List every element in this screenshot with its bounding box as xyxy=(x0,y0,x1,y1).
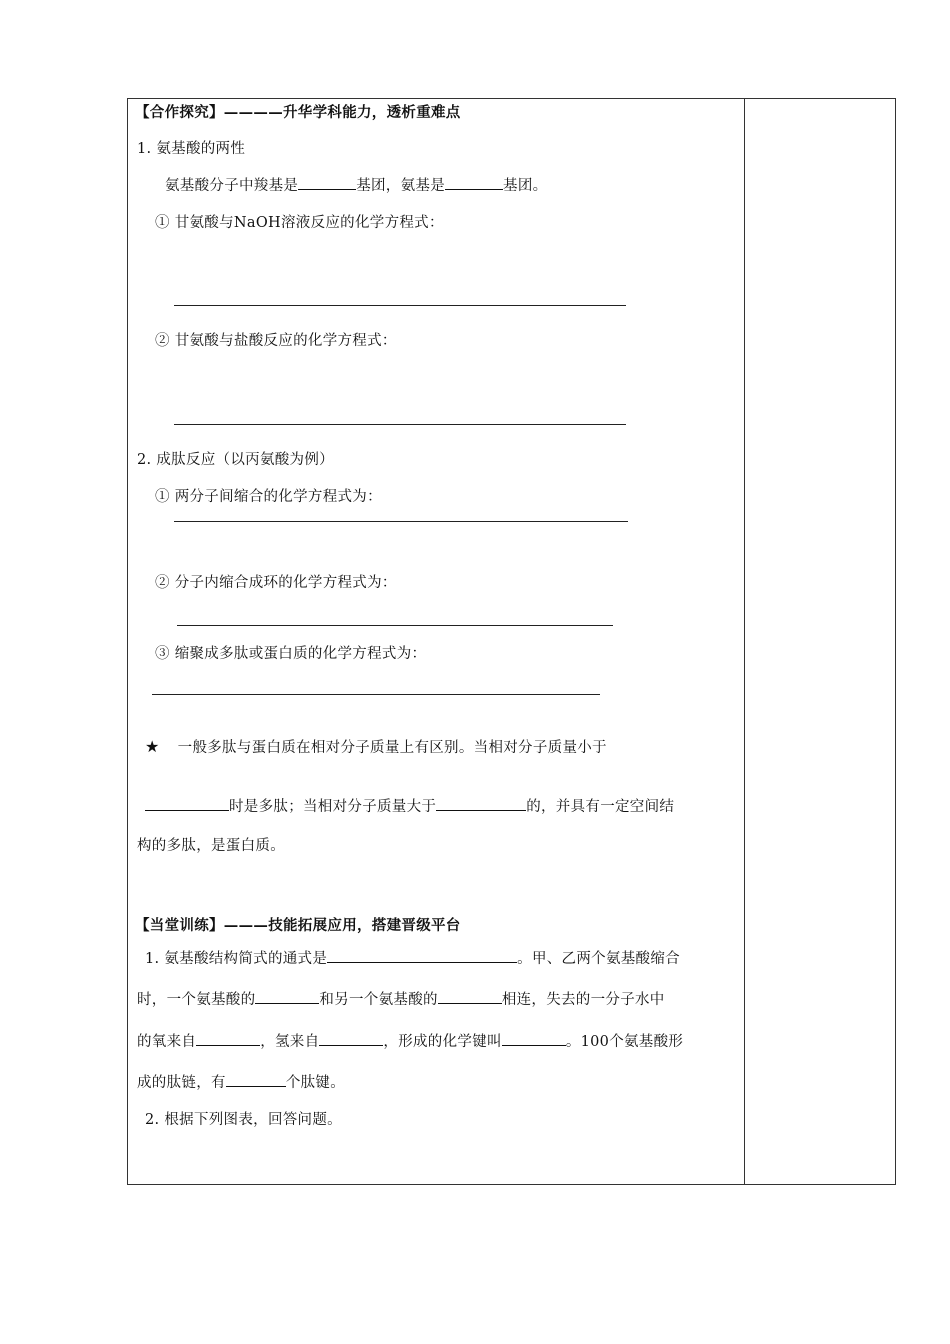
answer-line-ring[interactable] xyxy=(177,625,613,626)
item1-text-b: 基团，氨基是 xyxy=(356,178,446,194)
q1-line3-a: 的氧来自 xyxy=(137,1034,197,1050)
note-line2-b: 的，并具有一定空间结 xyxy=(526,799,675,815)
blank-group-b[interactable] xyxy=(438,989,502,1004)
star-icon: ★ xyxy=(145,737,160,756)
q1-line4-a: 成的肽链，有 xyxy=(137,1075,226,1091)
q1-line2-b: 和另一个氨基酸的 xyxy=(319,992,438,1008)
blank-carboxyl[interactable] xyxy=(298,175,356,190)
item1-text-c: 基团。 xyxy=(503,178,548,194)
blank-oxygen-source[interactable] xyxy=(196,1031,260,1046)
section-header-cooperative-inquiry: 【合作探究】————升华学科能力，透析重难点 xyxy=(135,104,461,121)
item2-title: 2. 成肽反应（以丙氨酸为例） xyxy=(137,452,334,468)
item2-sub2: ② 分子内缩合成环的化学方程式为： xyxy=(155,575,397,591)
note-line2 xyxy=(145,796,674,817)
blank-group-a[interactable] xyxy=(255,989,319,1004)
answer-line-two-molecules[interactable] xyxy=(174,521,628,522)
item1-sub1: ① 甘氨酸与NaOH溶液反应的化学方程式： xyxy=(155,215,444,231)
q1-line3-b: ，氢来自 xyxy=(260,1034,320,1050)
note-line3: 构的多肽，是蛋白质。 xyxy=(137,838,285,854)
answer-line-naoh[interactable] xyxy=(174,305,626,306)
item1-title: 1. 氨基酸的两性 xyxy=(137,141,246,157)
blank-bond-name[interactable] xyxy=(502,1031,566,1046)
q1-line3-d: 。100个氨基酸形 xyxy=(565,1034,684,1050)
item2-sub1: ① 两分子间缩合的化学方程式为： xyxy=(155,489,382,505)
q1-line2 xyxy=(137,989,665,1010)
blank-general-formula[interactable] xyxy=(327,948,517,963)
q1-line4-b: 个肽键。 xyxy=(285,1075,346,1091)
q1-line2-a: 时，一个氨基酸的 xyxy=(137,992,256,1008)
q1-line1-a: 1. 氨基酸结构简式的通式是 xyxy=(145,951,328,967)
note-line2-a: 时是多肽；当相对分子质量大于 xyxy=(229,799,437,815)
q1-line1 xyxy=(145,948,680,969)
note-line1 xyxy=(145,737,607,758)
q1-line1-b: 。甲、乙两个氨基酸缩合 xyxy=(517,951,680,967)
answer-line-polymer[interactable] xyxy=(152,694,600,695)
blank-peptide-mass[interactable] xyxy=(145,796,229,811)
q1-line3 xyxy=(137,1031,683,1052)
q2: 2. 根据下列图表，回答问题。 xyxy=(145,1112,342,1128)
blank-hydrogen-source[interactable] xyxy=(319,1031,383,1046)
q1-line4 xyxy=(137,1072,345,1093)
blank-peptide-bond-count[interactable] xyxy=(226,1072,286,1087)
blank-amino[interactable] xyxy=(445,175,503,190)
q1-line2-c: 相连，失去的一分子水中 xyxy=(501,992,665,1008)
answer-line-hcl[interactable] xyxy=(174,424,626,425)
item1-text xyxy=(165,175,547,196)
worksheet-table xyxy=(127,98,896,1185)
item1-sub2: ② 甘氨酸与盐酸反应的化学方程式： xyxy=(155,333,397,349)
note-line1-text: 一般多肽与蛋白质在相对分子质量上有区别。当相对分子质量小于 xyxy=(177,740,607,756)
item2-sub3: ③ 缩聚成多肽或蛋白质的化学方程式为： xyxy=(155,646,427,662)
blank-protein-mass[interactable] xyxy=(436,796,526,811)
q1-line3-c: ，形成的化学键叫 xyxy=(383,1034,502,1050)
section-header-class-training: 【当堂训练】———技能拓展应用，搭建晋级平台 xyxy=(135,917,461,934)
item1-text-a: 氨基酸分子中羧基是 xyxy=(165,178,299,194)
column-divider xyxy=(744,98,745,1185)
